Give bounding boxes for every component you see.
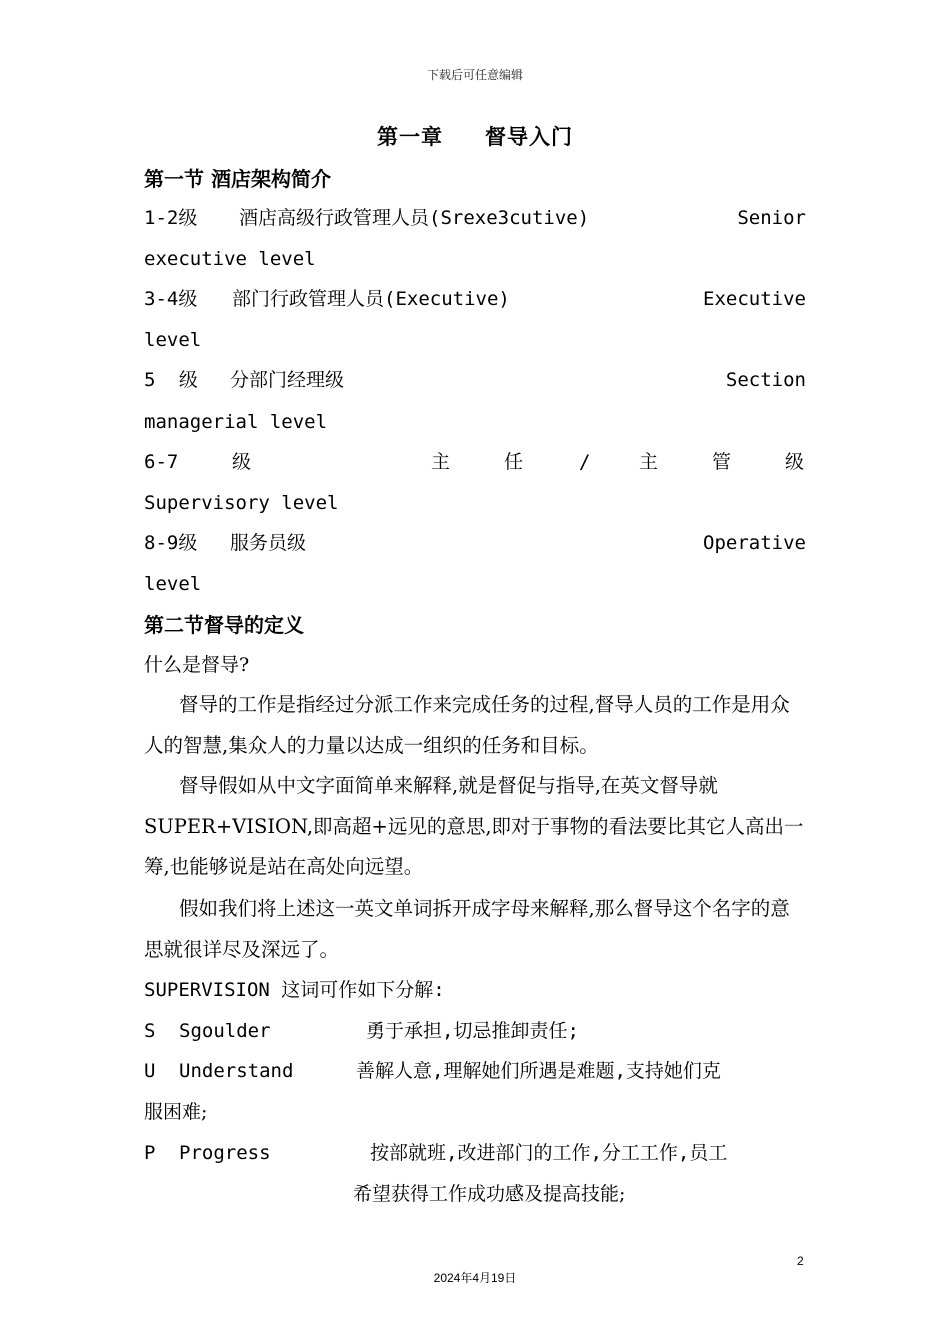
level-row-1-cont: executive level [144,248,316,270]
level-token: 级 [232,451,252,473]
page-number: 2 [797,1254,804,1268]
letter-desc: 勇于承担,切忌推卸责任; [366,1020,579,1042]
question-line: 什么是督导? [144,654,250,676]
letter-row-p-cont: 希望获得工作成功感及提高技能; [353,1183,626,1205]
letter-word: Sgoulder [179,1020,271,1042]
level-number: 3-4级 [144,288,198,310]
level-title-en: Section [725,369,806,391]
level-title-cn: 酒店高级行政管理人员(Srexe3cutive) [239,207,590,229]
level-token: 级 [785,451,805,473]
letter-word: Progress [179,1142,271,1164]
level-number: 8-9级 [144,532,198,554]
level-token: 管 [712,451,732,473]
level-number: 6-7 [144,451,179,473]
page-header: 下载后可任意编辑 [426,68,523,82]
letter-row-u [144,1057,806,1085]
level-title-en: Senior [737,207,806,229]
footer-date: 2024年4月19日 [433,1271,517,1285]
chapter-name: 督导入门 [485,125,573,149]
letter-row-s [144,1017,806,1045]
level-row-3-cont: managerial level [144,411,328,433]
level-title-cn: 部门行政管理人员(Executive) [232,288,510,310]
chapter-number: 第一章 [377,125,443,149]
level-row-4 [144,448,806,476]
paragraph-1: 督导的工作是指经过分派工作来完成任务的过程,督导人员的工作是用众人的智慧,集众人的力量以达成一组织的任务和目标。 [144,693,790,757]
level-token: 任 [504,451,524,473]
letter: S [144,1020,156,1042]
level-row-2-cont: level [144,329,202,351]
letter-word: Understand [179,1060,294,1082]
level-token: 主 [431,451,451,473]
level-number: 1-2级 [144,207,198,229]
section-heading-2: 第二节督导的定义 [144,613,304,637]
paragraph-2: 督导假如从中文字面简单来解释,就是督促与指导,在英文督导就SUPER+VISION,即高超+远见的意思,即对于事物的看法要比其它人高出一筹,也能够说是站在高处向远望。 [144,774,804,879]
supervision-intro: SUPERVISION 这词可作如下分解: [144,979,445,1001]
level-row-4-cont: Supervisory level [144,492,339,514]
paragraph-3: 假如我们将上述这一英文单词拆开成字母来解释,那么督导这个名字的意思就很详尽及深远了。 [144,897,790,961]
level-title-cn: 服务员级 [230,532,307,554]
level-row-3 [144,366,806,394]
level-number: 5 级 [144,369,198,391]
level-row-2 [144,285,806,313]
letter-desc: 善解人意,理解她们所遇是难题,支持她们克 [356,1060,721,1082]
level-row-1 [144,204,806,232]
level-token: / [579,451,591,473]
level-title-en: Operative [703,532,806,554]
letter-row-p [144,1139,806,1167]
level-row-5-cont: level [144,573,202,595]
section-heading-1: 第一节 酒店架构简介 [144,167,331,191]
letter: U [144,1060,156,1082]
letter-row-u-cont: 服困难; [144,1101,208,1123]
chapter-title [0,121,950,151]
level-title-cn: 分部门经理级 [230,369,345,391]
level-row-5 [144,529,806,557]
level-token: 主 [639,451,659,473]
level-title-en: Executive [703,288,806,310]
letter: P [144,1142,156,1164]
letter-desc: 按部就班,改进部门的工作,分工工作,员工 [370,1142,728,1164]
